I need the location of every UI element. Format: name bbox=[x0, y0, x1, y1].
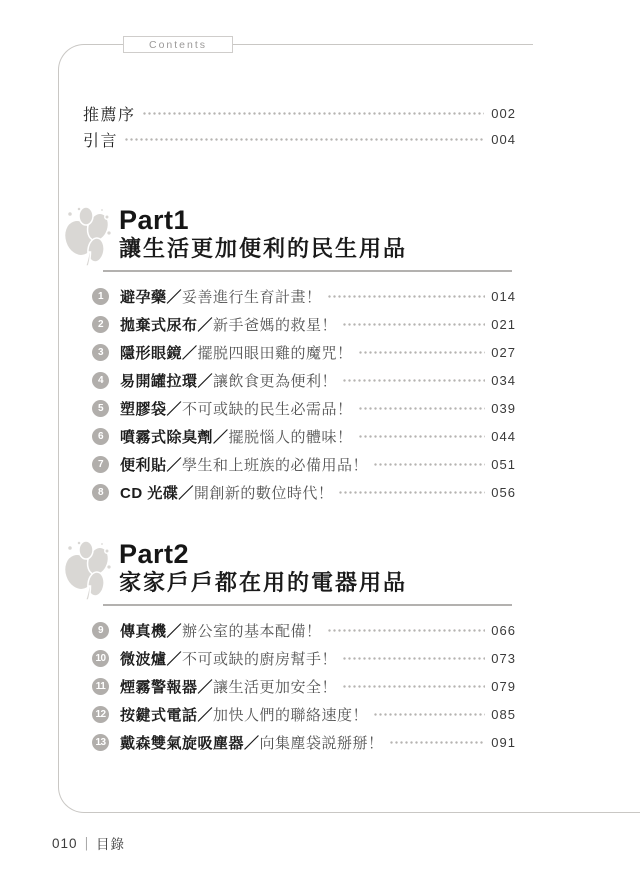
item-number-badge: 4 bbox=[92, 372, 109, 389]
item-tagline: 不可或缺的民生必需品！ bbox=[182, 400, 353, 418]
part2-title: 家家戶戶都在用的電器用品 bbox=[119, 569, 408, 595]
part1-divider-rule bbox=[103, 270, 512, 272]
footer-label: 目錄 bbox=[96, 837, 126, 852]
item-number-badge: 5 bbox=[92, 400, 109, 417]
slash-separator: ／ bbox=[197, 678, 214, 696]
leaf-flower-icon bbox=[62, 204, 114, 266]
item-tagline: 擺脱惱人的體味！ bbox=[228, 428, 353, 446]
item-number-badge: 13 bbox=[92, 734, 109, 751]
toc-item[interactable] bbox=[92, 282, 516, 310]
dotted-leader bbox=[328, 295, 486, 298]
item-number-badge: 12 bbox=[92, 706, 109, 723]
toc-entry[interactable] bbox=[83, 126, 516, 152]
dotted-leader bbox=[374, 463, 485, 466]
item-product-name: 拋棄式尿布 bbox=[120, 316, 198, 334]
item-page-number: 091 bbox=[491, 734, 516, 750]
item-page-number: 051 bbox=[491, 456, 516, 472]
item-product-name: 便利貼 bbox=[120, 456, 167, 474]
part2-label: Part2 bbox=[119, 539, 190, 569]
footer-separator: ｜ bbox=[79, 837, 95, 852]
item-number-badge: 6 bbox=[92, 428, 109, 445]
item-page-number: 014 bbox=[491, 288, 516, 304]
contents-tab-label: Contents bbox=[148, 38, 208, 51]
item-number-badge: 3 bbox=[92, 344, 109, 361]
dotted-leader bbox=[390, 741, 486, 744]
part2-divider-rule bbox=[103, 604, 512, 606]
dotted-leader bbox=[343, 657, 485, 660]
item-product-name: CD 光碟 bbox=[120, 484, 179, 502]
item-page-number: 021 bbox=[491, 316, 516, 332]
item-tagline: 向集塵袋説掰掰！ bbox=[259, 734, 384, 752]
slash-separator: ／ bbox=[197, 706, 214, 724]
part2-header bbox=[62, 538, 516, 600]
item-page-number: 079 bbox=[491, 678, 516, 694]
item-tagline: 讓飲食更為便利！ bbox=[213, 372, 338, 390]
dotted-leader bbox=[359, 351, 486, 354]
toc-entry-title: 引言 bbox=[83, 132, 119, 150]
dotted-leader bbox=[328, 629, 486, 632]
leaf-flower-icon bbox=[62, 538, 114, 600]
item-tagline: 辦公室的基本配備！ bbox=[182, 622, 322, 640]
item-tagline: 學生和上班族的必備用品！ bbox=[182, 456, 369, 474]
part2-header-text bbox=[119, 540, 407, 595]
part1-item-list bbox=[92, 282, 516, 506]
item-tagline: 妥善進行生育計畫！ bbox=[182, 288, 322, 306]
slash-separator: ／ bbox=[182, 344, 198, 362]
contents-tab bbox=[123, 36, 233, 53]
dotted-leader bbox=[343, 379, 485, 382]
toc-entry-page: 004 bbox=[491, 131, 516, 147]
item-page-number: 066 bbox=[491, 622, 516, 638]
item-tagline: 開創新的數位時代！ bbox=[193, 484, 334, 502]
item-page-number: 056 bbox=[491, 484, 516, 500]
item-tagline: 擺脱四眼田雞的魔咒！ bbox=[197, 344, 353, 362]
item-number-badge: 1 bbox=[92, 288, 109, 305]
item-tagline: 不可或缺的廚房幫手！ bbox=[182, 650, 338, 668]
item-product-name: 傳真機 bbox=[120, 622, 167, 640]
item-page-number: 085 bbox=[491, 706, 516, 722]
item-product-name: 按鍵式電話 bbox=[120, 706, 198, 724]
dotted-leader bbox=[359, 435, 486, 438]
item-page-number: 039 bbox=[491, 400, 516, 416]
item-number-badge: 10 bbox=[92, 650, 109, 667]
item-page-number: 044 bbox=[491, 428, 516, 444]
toc-item[interactable] bbox=[92, 700, 516, 728]
slash-separator: ／ bbox=[178, 484, 194, 502]
toc-entry[interactable] bbox=[83, 100, 516, 126]
dotted-leader bbox=[143, 112, 485, 115]
item-tagline: 讓生活更加安全！ bbox=[213, 678, 338, 696]
toc-item[interactable] bbox=[92, 338, 516, 366]
part2-section bbox=[62, 538, 516, 756]
toc-item[interactable] bbox=[92, 310, 516, 338]
dotted-leader bbox=[343, 685, 485, 688]
toc-item[interactable] bbox=[92, 672, 516, 700]
item-product-name: 塑膠袋 bbox=[120, 400, 167, 418]
item-product-name: 噴霧式除臭劑 bbox=[120, 428, 214, 446]
item-page-number: 073 bbox=[491, 650, 516, 666]
item-number-badge: 9 bbox=[92, 622, 109, 639]
toc-entry-page: 002 bbox=[491, 105, 516, 121]
toc-item[interactable] bbox=[92, 422, 516, 450]
toc-item[interactable] bbox=[92, 616, 516, 644]
dotted-leader bbox=[359, 407, 486, 410]
slash-separator: ／ bbox=[197, 316, 214, 334]
dotted-leader bbox=[125, 138, 484, 141]
toc-item[interactable] bbox=[92, 478, 516, 506]
item-product-name: 微波爐 bbox=[120, 650, 167, 668]
slash-separator: ／ bbox=[166, 650, 183, 668]
part1-label: Part1 bbox=[119, 205, 190, 235]
item-tagline: 加快人們的聯絡速度！ bbox=[213, 706, 369, 724]
page-footer bbox=[52, 833, 125, 853]
item-tagline: 新手爸媽的救星！ bbox=[213, 316, 338, 334]
slash-separator: ／ bbox=[244, 734, 260, 752]
toc-item[interactable] bbox=[92, 394, 516, 422]
part2-item-list bbox=[92, 616, 516, 756]
slash-separator: ／ bbox=[197, 372, 214, 390]
item-product-name: 避孕藥 bbox=[120, 288, 167, 306]
footer-page-number: 010 bbox=[52, 835, 78, 851]
item-product-name: 隱形眼鏡 bbox=[120, 344, 183, 362]
slash-separator: ／ bbox=[166, 400, 183, 418]
front-matter-list bbox=[83, 100, 516, 152]
toc-item[interactable] bbox=[92, 728, 516, 756]
item-page-number: 034 bbox=[491, 372, 516, 388]
slash-separator: ／ bbox=[166, 622, 183, 640]
item-product-name: 煙霧警報器 bbox=[120, 678, 198, 696]
part1-header-text bbox=[119, 206, 407, 261]
toc-item[interactable] bbox=[92, 450, 516, 478]
item-page-number: 027 bbox=[491, 344, 516, 360]
item-number-badge: 11 bbox=[92, 678, 109, 695]
item-product-name: 戴森雙氣旋吸塵器 bbox=[120, 734, 245, 752]
item-number-badge: 2 bbox=[92, 316, 109, 333]
item-number-badge: 7 bbox=[92, 456, 109, 473]
frame-top-mask bbox=[533, 40, 640, 50]
toc-entry-title: 推薦序 bbox=[83, 106, 136, 124]
part1-section bbox=[62, 204, 516, 506]
slash-separator: ／ bbox=[166, 456, 183, 474]
dotted-leader bbox=[374, 713, 485, 716]
dotted-leader bbox=[339, 491, 485, 494]
item-product-name: 易開罐拉環 bbox=[120, 372, 198, 390]
slash-separator: ／ bbox=[166, 288, 183, 306]
slash-separator: ／ bbox=[213, 428, 229, 446]
dotted-leader bbox=[343, 323, 485, 326]
part1-header bbox=[62, 204, 516, 266]
toc-item[interactable] bbox=[92, 644, 516, 672]
item-number-badge: 8 bbox=[92, 484, 109, 501]
toc-item[interactable] bbox=[92, 366, 516, 394]
part1-title: 讓生活更加便利的民生用品 bbox=[119, 235, 408, 261]
